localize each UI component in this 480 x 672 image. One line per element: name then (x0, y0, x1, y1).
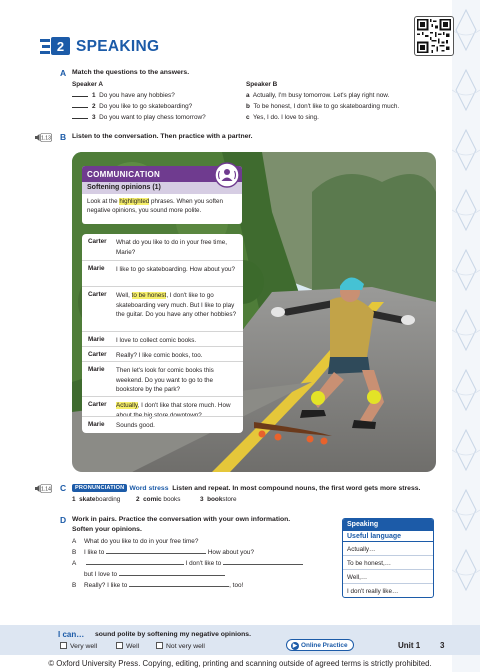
qr-code-icon[interactable] (414, 16, 454, 56)
i-can-statement: sound polite by softening my negative opinions. (95, 631, 251, 638)
practice-blank[interactable] (86, 564, 184, 565)
question-1: 1 Do you have any hobbies? (72, 92, 175, 99)
dialogue-line: Marie Sounds good. (82, 416, 243, 433)
answer-c: c Yes, I do. I love to sing. (246, 114, 319, 121)
answer-blank-2[interactable] (72, 107, 88, 108)
checkbox[interactable] (156, 642, 163, 649)
svg-text:1.13: 1.13 (41, 135, 51, 142)
communication-subheading: Softening opinions (1) (82, 182, 242, 194)
question-3: 3 Do you want to play chess tomorrow? (72, 114, 206, 121)
exercise-d-instruction-1: Work in pairs. Practice the conversation with your own information. (72, 516, 291, 523)
pronunciation-word-2: 2 comic books (136, 496, 181, 503)
self-check-not-very-well[interactable]: Not very well (156, 642, 205, 650)
answer-blank-3[interactable] (72, 118, 88, 119)
practice-blank[interactable] (106, 553, 206, 554)
svg-text:1.14: 1.14 (41, 486, 51, 493)
unit-label: Unit 1 (398, 641, 421, 650)
online-practice-button[interactable]: ▶ Online Practice (286, 639, 354, 651)
communication-heading: COMMUNICATION (82, 166, 242, 182)
page-number: 3 (440, 641, 445, 650)
practice-line-5: B Really? I like to , too! (72, 582, 244, 589)
exercise-b-instruction: Listen to the conversation. Then practice with a partner. (72, 133, 253, 140)
audio-track-icon[interactable] (34, 484, 52, 493)
section-title: SPEAKING (76, 38, 160, 55)
practice-line-1: A What do you like to do in your free time? (72, 538, 199, 545)
copyright-notice: © Oxford University Press. Copying, editing, printing and scanning outside of agreed terms is strictly prohibited. (48, 659, 432, 668)
checkbox[interactable] (60, 642, 67, 649)
speaker-b-heading: Speaker B (246, 81, 278, 88)
answer-blank-1[interactable] (72, 96, 88, 97)
section-number-badge (40, 36, 70, 56)
exercise-b-letter: B (60, 132, 67, 142)
dialogue-line: Carter Actually, I don't like that store much. How about the big store downtown? (82, 396, 243, 421)
checkbox[interactable] (116, 642, 123, 649)
useful-language-item: I don't really like… (347, 588, 399, 595)
conversation-box (82, 234, 243, 433)
useful-language-heading: Speaking (343, 519, 433, 531)
dialogue-line: Carter What do you like to do in your free time, Marie? (88, 238, 227, 256)
exercise-d-letter: D (60, 515, 67, 525)
useful-language-item: Well,… (343, 570, 433, 584)
decorative-border (452, 0, 480, 672)
question-2: 2 Do you like to go skateboarding? (72, 103, 192, 110)
exercise-c-letter: C (60, 483, 67, 493)
i-can-label: I can… (58, 630, 85, 639)
arrow-right-icon: ▶ (292, 642, 298, 649)
dialogue-line: Carter Really? I like comic books, too. (82, 346, 243, 361)
useful-language-item: Actually… (343, 542, 433, 556)
useful-language-item: To be honest,… (343, 556, 433, 570)
exercise-d-instruction-2: Soften your opinions. (72, 526, 142, 533)
pronunciation-word-1: 1 skateboarding (72, 496, 121, 503)
self-check-very-well[interactable]: Very well (60, 642, 97, 650)
exercise-a-instruction: Match the questions to the answers. (72, 69, 190, 76)
practice-line-4: but I love to (72, 571, 225, 578)
dialogue-line: Marie Then let's look for comic books this weekend. Do you want to go to the bookstore by the park? (82, 361, 243, 396)
exercise-c-instruction: PRONUNCIATION Word stress Listen and repeat. In most compound nouns, the first word gets more stress. (72, 484, 420, 492)
practice-line-2: B I like to How about you? (72, 549, 254, 556)
practice-line-3: A I don't like to (72, 560, 303, 567)
practice-blank[interactable] (119, 575, 225, 576)
section-number: 2 (56, 39, 65, 54)
pronunciation-word-3: 3 bookstore (200, 496, 237, 503)
self-check-well[interactable]: Well (116, 642, 139, 650)
dialogue-line: Marie I like to go skateboarding. How about you? (82, 260, 243, 286)
practice-blank[interactable] (223, 564, 303, 565)
audio-track-icon[interactable] (34, 133, 52, 142)
pronunciation-tag: PRONUNCIATION (72, 484, 127, 492)
useful-language-box (342, 518, 434, 598)
answer-b: b To be honest, I don't like to go skateboarding much. (246, 103, 400, 110)
useful-language-subheading: Useful language (343, 531, 433, 542)
speaker-a-heading: Speaker A (72, 81, 104, 88)
exercise-a-letter: A (60, 68, 67, 78)
communication-body: Look at the highlighted phrases. When you soften negative opinions, you sound more polite. (87, 198, 223, 214)
practice-blank[interactable] (129, 586, 229, 587)
dialogue-line: Marie I love to collect comic books. (82, 331, 243, 346)
answer-a: a Actually, I'm busy tomorrow. Let's play right now. (246, 92, 390, 99)
dialogue-line: Carter Well, to be honest, I don't like to go skateboarding very much. But I like to play the guitar. Do you have any other hobbies? (82, 286, 243, 331)
communication-icon (214, 162, 240, 188)
